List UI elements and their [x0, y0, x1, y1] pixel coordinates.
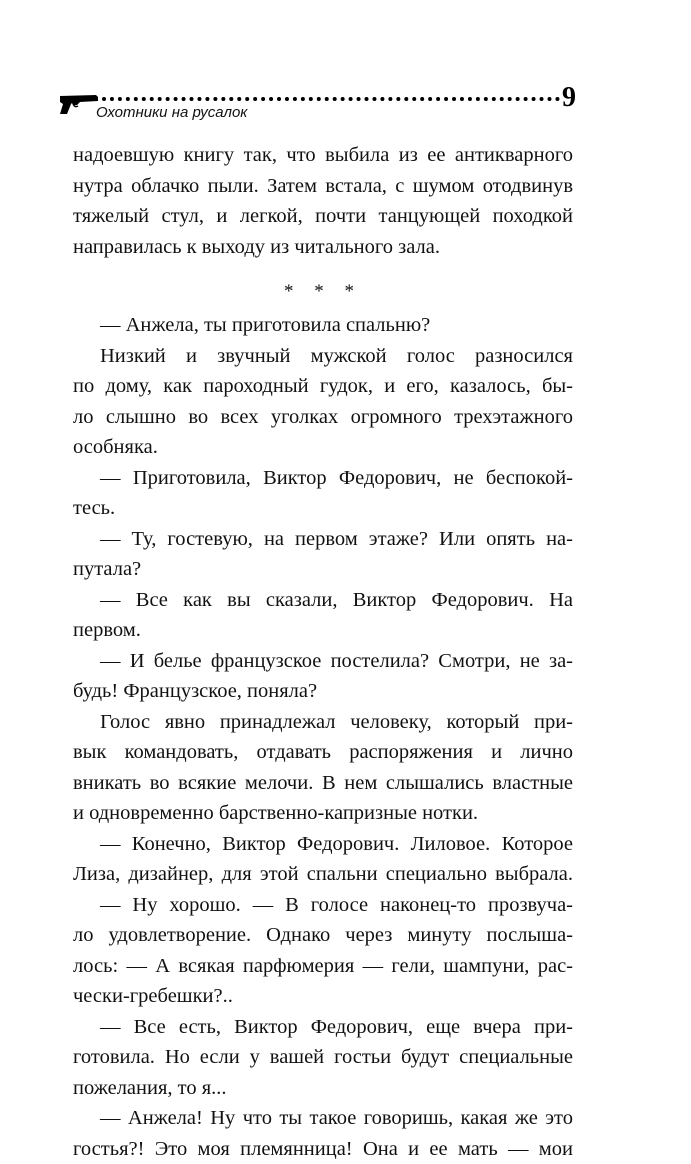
text-line: тесь. [73, 493, 573, 524]
body-text [73, 140, 573, 1164]
text-line: Низкий и звучный мужской голос разносился [73, 341, 573, 372]
text-line: — Все есть, Виктор Федорович, еще вчера при- [73, 1012, 573, 1043]
text-line: ло удовлетворение. Однако через минуту послыша- [73, 920, 573, 951]
revolver-icon [58, 92, 100, 116]
text-line: тяжелый стул, и легкой, почти танцующей походкой [73, 201, 573, 232]
text-line: — Все как вы сказали, Виктор Федорович. На [73, 585, 573, 616]
text-line: лось: — А всякая парфюмерия — гели, шампуни, рас- [73, 951, 573, 982]
page-header [58, 86, 578, 126]
text-line: гостья?! Это моя племянница! Она и ее мать — мои [73, 1134, 573, 1164]
text-line: пожелания, то я... [73, 1073, 573, 1104]
section-break: * * * [73, 262, 573, 310]
text-line: — Анжела! Ну что ты такое говоришь, какая же это [73, 1103, 573, 1134]
text-line: — Приготовила, Виктор Федорович, не беспокой- [73, 463, 573, 494]
page-number: 9 [562, 82, 576, 114]
running-title: Охотники на русалок [96, 104, 247, 121]
text-line: надоевшую книгу так, что выбила из ее антикварного [73, 140, 573, 171]
text-line: вык командовать, отдавать распоряжения и лично [73, 737, 573, 768]
text-line: чески-гребешки?.. [73, 981, 573, 1012]
text-line: — И белье французское постелила? Смотри, не за- [73, 646, 573, 677]
text-line: — Анжела, ты приготовила спальню? [73, 310, 573, 341]
text-line: вникать во всякие мелочи. В нем слышались властные [73, 768, 573, 799]
text-line: нутра облачко пыли. Затем встала, с шумом отодвинув [73, 171, 573, 202]
text-line: по дому, как пароходный гудок, и его, казалось, бы- [73, 371, 573, 402]
text-line: — Ну хорошо. — В голосе наконец-то прозвуча- [73, 890, 573, 921]
text-line: — Ту, гостевую, на первом этаже? Или опять на- [73, 524, 573, 555]
text-line: направилась к выходу из читального зала. [73, 232, 573, 263]
text-line: Голос явно принадлежал человеку, который при- [73, 707, 573, 738]
text-line: готовила. Но если у вашей гостьи будут специальные [73, 1042, 573, 1073]
text-line: ло слышно во всех уголках огромного трехэтажного [73, 402, 573, 433]
text-line: будь! Французское, поняла? [73, 676, 573, 707]
dotted-rule [102, 97, 560, 101]
text-line: особняка. [73, 432, 573, 463]
text-line: путала? [73, 554, 573, 585]
text-line: Лиза, дизайнер, для этой спальни специально выбрала. [73, 859, 573, 890]
text-line: и одновременно барственно-капризные нотки. [73, 798, 573, 829]
text-line: первом. [73, 615, 573, 646]
text-line: — Конечно, Виктор Федорович. Лиловое. Которое [73, 829, 573, 860]
